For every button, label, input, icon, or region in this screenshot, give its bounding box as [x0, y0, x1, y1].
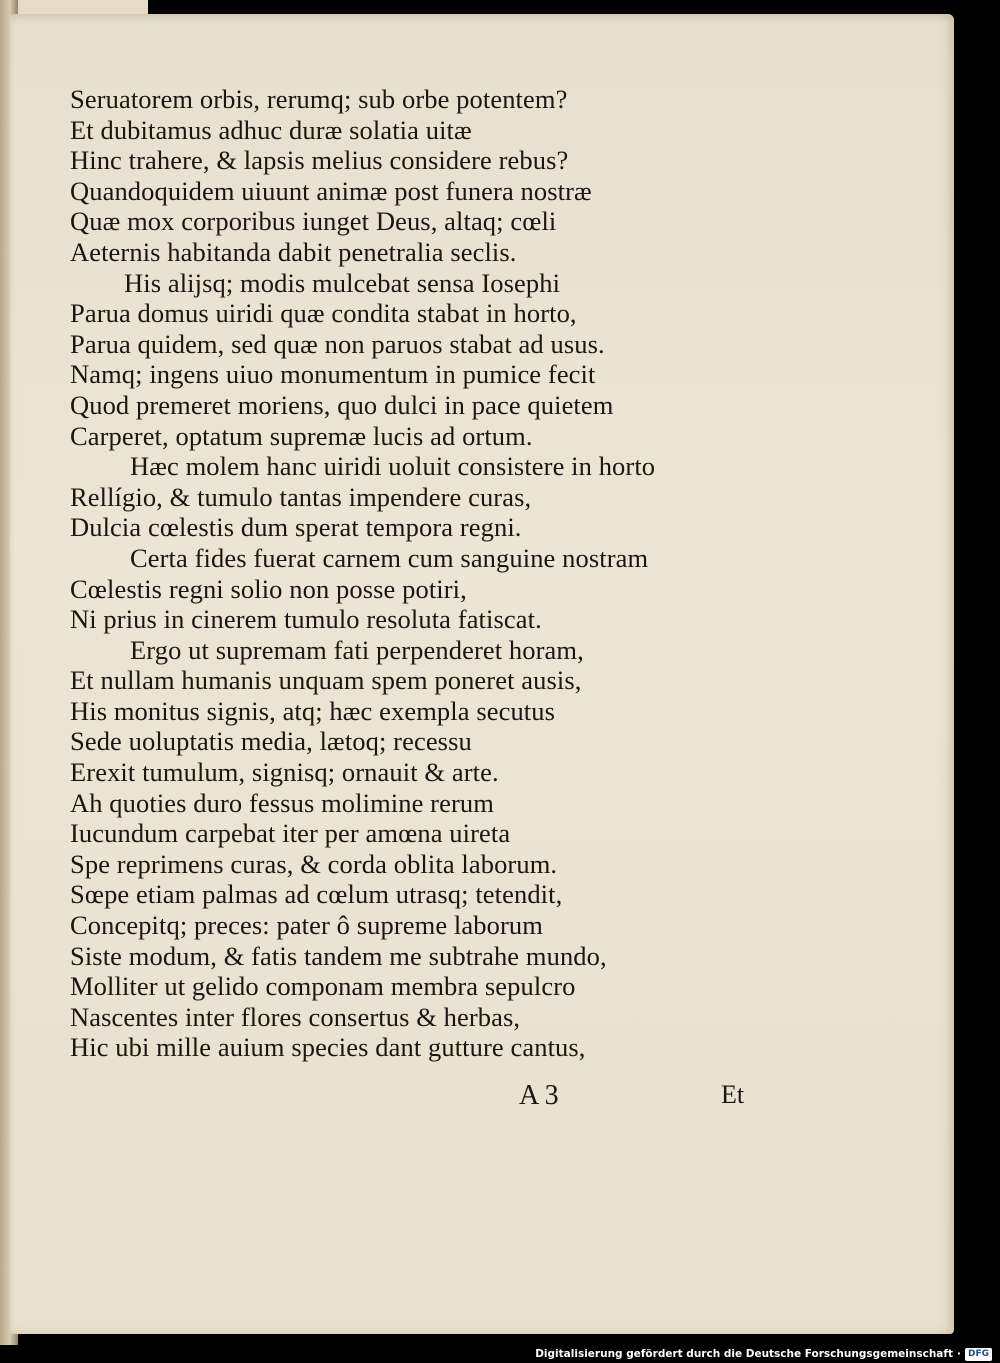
verse-line: Aeternis habitanda dabit penetralia seclis. [70, 236, 517, 267]
verse-line: Sede uoluptatis media, lætoq; recessu [70, 726, 472, 757]
verse-line: Et nullam humanis unquam spem poneret ausis, [70, 665, 582, 696]
verse-line: Et dubitamus adhuc duræ solatia uitæ [70, 114, 472, 145]
verse-line: Parua domus uiridi quæ condita stabat in horto, [70, 298, 577, 329]
verse-line: Spe reprimens curas, & corda oblita laborum. [70, 848, 558, 879]
verse-line: Ergo ut supremam fati perpenderet horam, [130, 634, 584, 665]
credit-text: Digitalisierung gefördert durch die Deutsche Forschungsgemeinschaft [535, 1348, 953, 1360]
verse-line: His alijsq; modis mulcebat sensa Iosephi [124, 267, 561, 298]
dfg-logo-icon: DFG [965, 1348, 992, 1361]
verse-line: Molliter ut gelido componam membra sepulcro [70, 971, 576, 1002]
verse-line: Hic ubi mille auium species dant gutture cantus, [70, 1032, 586, 1063]
catchword: Et [721, 1080, 745, 1109]
verse-line: Nascentes inter flores consertus & herbas, [70, 1001, 521, 1032]
verse-line: Ni prius in cinerem tumulo resoluta fatiscat. [70, 604, 542, 635]
paper-edge [18, 0, 148, 14]
verse-line: Quandoquidem uiuunt animæ post funera nostræ [70, 175, 592, 206]
separator-dot: · [956, 1348, 961, 1360]
verse-line: Hinc trahere, & lapsis melius considere rebus? [70, 145, 569, 176]
verse-line: Siste modum, & fatis tandem me subtrahe mundo, [70, 940, 607, 971]
verse-line: Dulcia cœlestis dum sperat tempora regni. [70, 512, 522, 543]
verse-line: Rellígio, & tumulo tantas impendere curas, [70, 481, 532, 512]
verse-line: Ah quoties duro fessus molimine rerum [70, 787, 494, 818]
verse-line: Seruatorem orbis, rerumq; sub orbe potentem? [70, 84, 568, 114]
verse-line: Parua quidem, sed quæ non paruos stabat ad usus. [70, 328, 605, 359]
verse-line: Erexit tumulum, signisq; ornauit & arte. [70, 757, 499, 788]
verse-line: Namq; ingens uiuo monumentum in pumice fecit [70, 359, 596, 390]
verse-line: Iucundum carpebat iter per amœna uireta [70, 818, 511, 849]
verse-line: His monitus signis, atq; hæc exempla secutus [70, 695, 556, 726]
verse-line: Cœlestis regni solio non posse potiri, [70, 573, 467, 604]
verse-line: Quæ mox corporibus iunget Deus, altaq; cœli [70, 206, 557, 237]
digitization-credit [535, 1346, 992, 1362]
verse-text-block [70, 84, 750, 1063]
verse-line: Sœpe etiam palmas ad cœlum utrasq; tetendit, [70, 879, 563, 910]
verse-line: Quod premeret moriens, quo dulci in pace quietem [70, 389, 614, 420]
signature-mark: A 3 [519, 1080, 559, 1111]
verse-line: Carperet, optatum supremæ lucis ad ortum. [70, 420, 533, 451]
verse-line: Concepitq; preces: pater ô supreme laborum [70, 910, 543, 941]
verse-line: Certa fides fuerat carnem cum sanguine nostram [130, 542, 649, 573]
verse-line: Hæc molem hanc uiridi uoluit consistere in horto [130, 451, 656, 482]
